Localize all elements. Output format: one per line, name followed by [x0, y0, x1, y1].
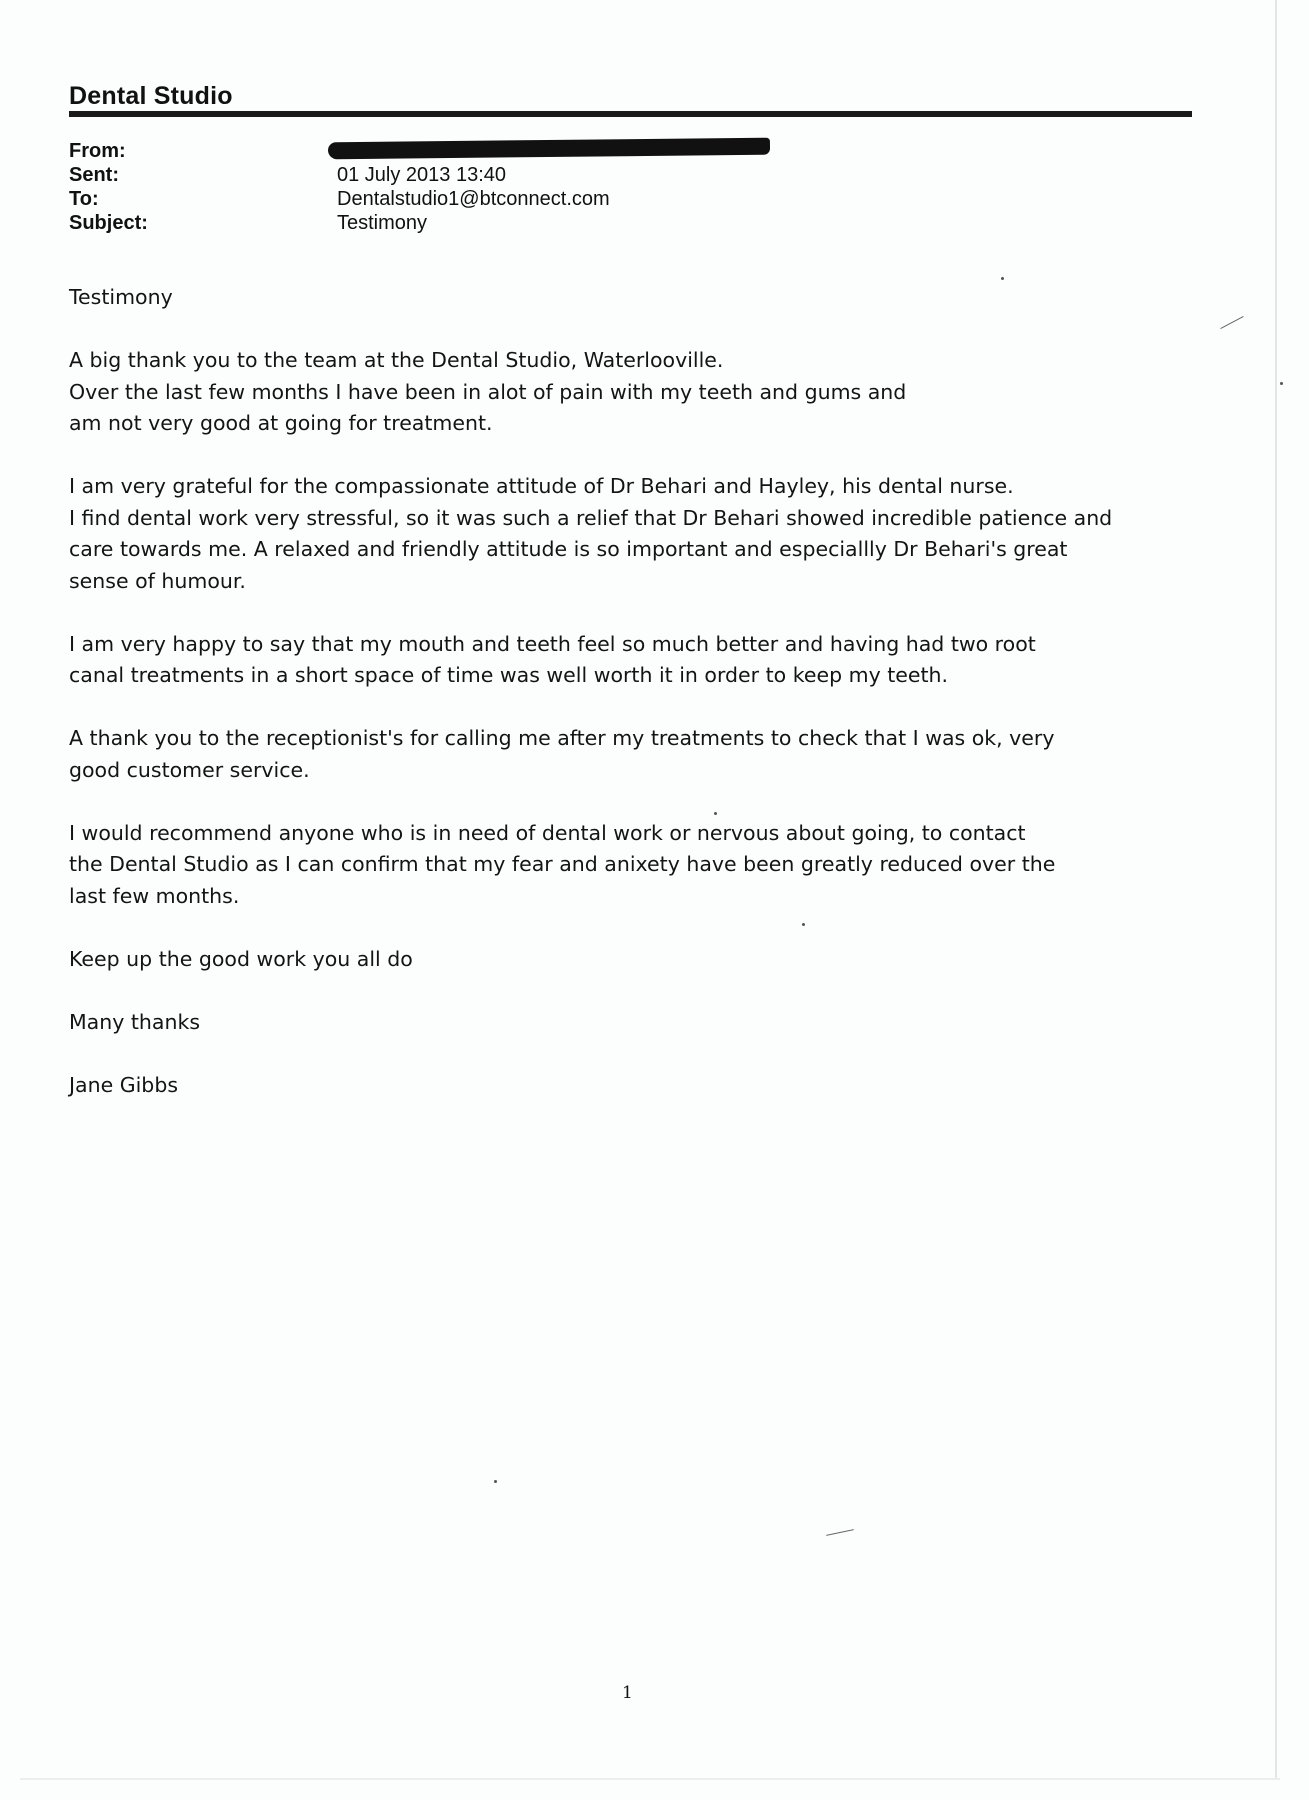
redaction-mark — [328, 138, 770, 160]
subject-label: Subject: — [69, 212, 148, 234]
scan-speck — [494, 1480, 497, 1483]
body-paragraph: I would recommend anyone who is in need of dental work or nervous about going, to contact the Dental Studio as I can confirm that my fear and anixety have been greatly reduced over the last few months. — [69, 820, 1056, 908]
scan-speck — [1280, 382, 1283, 385]
body-paragraph: I am very happy to say that my mouth and teeth feel so much better and having had two root canal treatments in a short space of time was well worth it in order to keep my teeth. — [69, 631, 1036, 687]
from-label: From: — [69, 140, 126, 162]
document-title: Dental Studio — [69, 82, 233, 110]
scan-speck — [1001, 277, 1004, 280]
body-heading: Testimony — [69, 285, 173, 309]
scan-speck — [714, 812, 717, 815]
header-rule — [69, 111, 1192, 117]
body-paragraph: A big thank you to the team at the Dental Studio, Waterlooville. Over the last few months I have been in alot of pain with my teeth and gums and am not very good at going for treatment. — [69, 348, 907, 435]
scan-stroke — [1220, 316, 1243, 329]
scan-speck — [802, 923, 805, 926]
to-value: Dentalstudio1@btconnect.com — [337, 188, 610, 210]
to-label: To: — [69, 188, 99, 210]
sent-label: Sent: — [69, 164, 119, 186]
scan-edge-right — [1275, 0, 1277, 1780]
body-paragraph: A thank you to the receptionist's for calling me after my treatments to check that I was ok, very good customer service. — [69, 726, 1055, 782]
body-paragraph: Keep up the good work you all do — [69, 946, 413, 971]
scan-edge-bottom — [20, 1778, 1280, 1780]
body-paragraph: I am very grateful for the compassionate attitude of Dr Behari and Hayley, his dental nurse. I find dental work very stressful, so it was such a relief that Dr Behari showed incredible patience and care towards me. A relaxed and friendly attitude is so important and especiallly Dr Behari's great sense of humour. — [69, 474, 1113, 593]
sent-value: 01 July 2013 13:40 — [337, 164, 507, 186]
subject-value: Testimony — [337, 212, 428, 234]
signature-name: Jane Gibbs — [69, 1072, 179, 1097]
page-number: 1 — [622, 1683, 633, 1703]
sign-off: Many thanks — [69, 1009, 201, 1034]
scan-stroke — [826, 1529, 854, 1536]
email-body — [69, 282, 1169, 1133]
